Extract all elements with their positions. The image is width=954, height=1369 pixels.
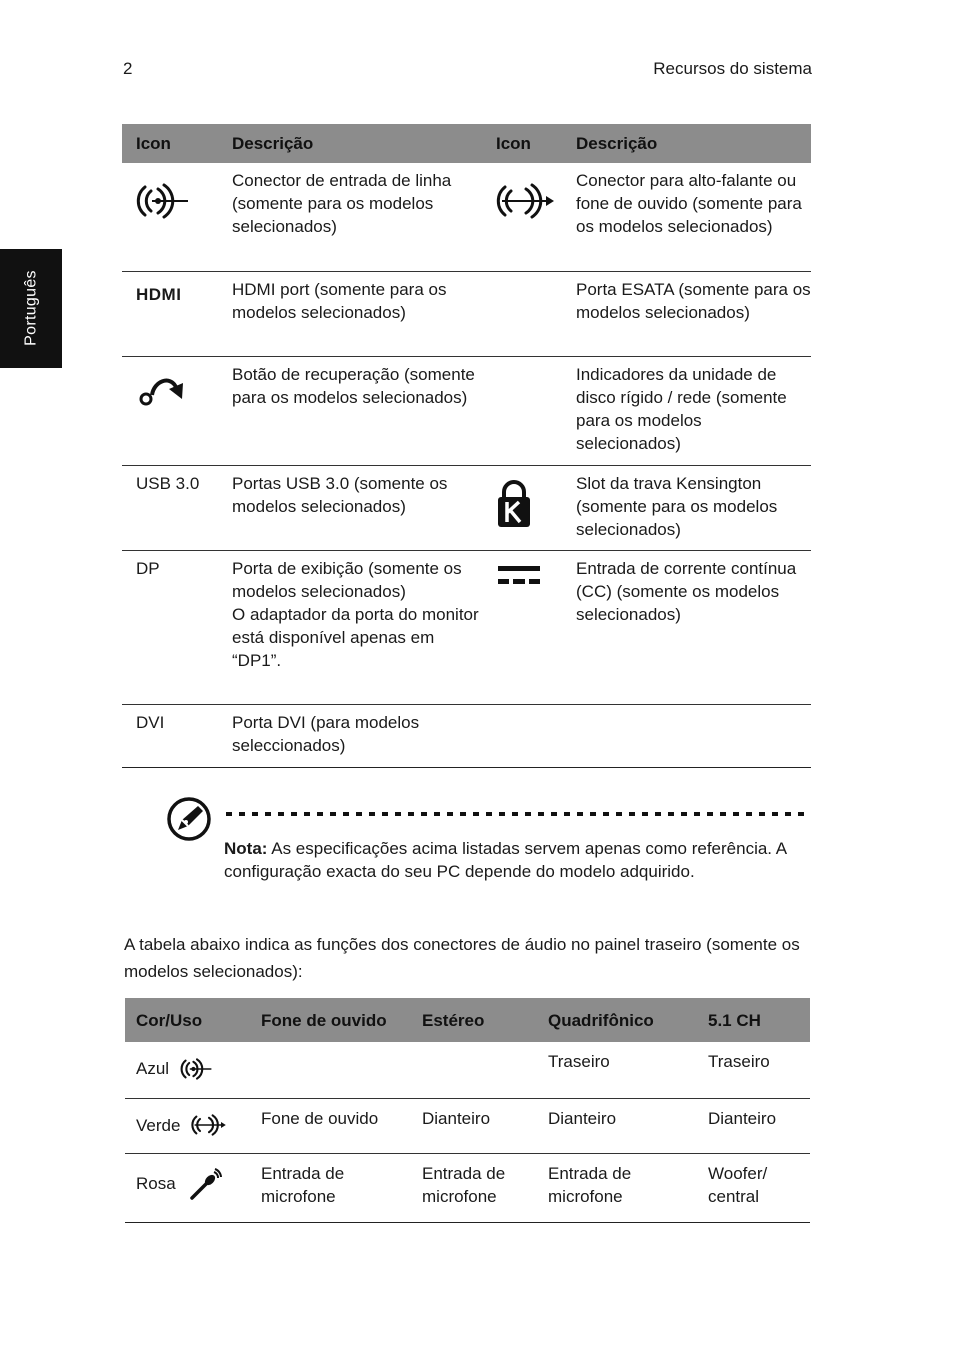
color-green-label: Verde [136, 1115, 181, 1135]
speaker-out-icon [496, 181, 556, 221]
header-description-1: Descrição [232, 124, 482, 163]
recovery-icon [136, 373, 188, 407]
note-label: Nota: [224, 839, 268, 858]
table-row [125, 1153, 810, 1222]
audio-connector-table [125, 998, 810, 1223]
green-5-1-value: Dianteiro [708, 1098, 810, 1153]
dc-in-description: Entrada de corrente contínua (CC) (somente os modelos selecionados) [576, 550, 811, 704]
header-icon-2: Icon [482, 124, 576, 163]
icon-table [122, 124, 811, 768]
note-text [224, 837, 804, 883]
dvi-label: DVI [122, 704, 232, 767]
audio-intro-text: A tabela abaixo indica as funções dos conectores de áudio no painel traseiro (somente os modelos selecionados): [124, 935, 800, 981]
table-row [122, 704, 811, 767]
header-5-1-ch: 5.1 CH [708, 998, 810, 1042]
recovery-description: Botão de recuperação (somente para os modelos selecionados) [232, 356, 482, 465]
green-headphone-value: Fone de ouvido [261, 1098, 422, 1153]
pink-headphone-value: Entrada de microfone [261, 1153, 422, 1222]
table-row [122, 465, 811, 550]
pink-stereo-value: Entrada de microfone [422, 1153, 548, 1222]
language-tab-label: Português [22, 270, 40, 346]
section-title: Recursos do sistema [653, 59, 812, 78]
line-in-icon [136, 181, 192, 221]
table-row [125, 1098, 810, 1153]
speaker-out-description: Conector para alto-falante ou fone de ouvido (somente para os modelos selecionados) [576, 163, 811, 271]
green-stereo-value: Dianteiro [422, 1098, 548, 1153]
line-in-description: Conector de entrada de linha (somente para os modelos selecionados) [232, 163, 482, 271]
dp-label: DP [122, 550, 232, 704]
header-headphone: Fone de ouvido [261, 998, 422, 1042]
color-pink-label: Rosa [136, 1174, 176, 1193]
kensington-lock-icon [496, 480, 532, 528]
hdmi-logo-icon: HDMI [136, 284, 182, 304]
usb3-description: Portas USB 3.0 (somente os modelos selecionados) [232, 465, 482, 550]
line-in-icon [180, 1057, 214, 1081]
color-blue-label: Azul [136, 1059, 170, 1079]
header-color-use: Cor/Uso [125, 998, 261, 1042]
table-row [122, 163, 811, 271]
audio-table-header [125, 998, 810, 1042]
header-description-2: Descrição [576, 124, 811, 163]
dc-in-icon [496, 564, 542, 590]
table-row [122, 356, 811, 465]
blue-quad-value: Traseiro [548, 1042, 708, 1098]
dp-description: Porta de exibição (somente os modelos selecionados) [232, 558, 462, 601]
usb3-label: USB 3.0 [122, 465, 232, 550]
microphone-icon [188, 1168, 222, 1200]
dp-adapter-note: O adaptador da porta do monitor está disponível apenas em “DP1”. [232, 604, 479, 670]
note-body: As especificações acima listadas servem apenas como referência. A configuração exacta do seu PC depende do modelo adquirido. [224, 839, 787, 881]
green-quad-value: Dianteiro [548, 1098, 708, 1153]
hdd-network-indicator-description: Indicadores da unidade de disco rígido / rede (somente para os modelos selecionados) [576, 356, 811, 465]
dvi-description: Porta DVI (para modelos seleccionados) [232, 704, 482, 767]
table-row [125, 1042, 810, 1098]
header-quadraphonic: Quadrifônico [548, 998, 708, 1042]
note-pen-icon [166, 796, 212, 842]
icon-table-header [122, 124, 811, 163]
pink-5-1-value: Woofer/ central [708, 1153, 810, 1222]
header-stereo: Estéreo [422, 998, 548, 1042]
table-row [122, 550, 811, 704]
blue-5-1-value: Traseiro [708, 1042, 810, 1098]
page-number: 2 [123, 59, 133, 78]
kensington-description: Slot da trava Kensington (somente para os modelos selecionados) [576, 465, 811, 550]
note-divider [226, 812, 811, 816]
hdmi-description: HDMI port (somente para os modelos selecionados) [232, 271, 482, 356]
language-side-tab [0, 249, 62, 368]
pink-quad-value: Entrada de microfone [548, 1153, 708, 1222]
table-row [122, 271, 811, 356]
esata-description: Porta ESATA (somente para os modelos selecionados) [576, 271, 811, 356]
speaker-out-icon [191, 1113, 227, 1137]
header-icon-1: Icon [122, 124, 232, 163]
